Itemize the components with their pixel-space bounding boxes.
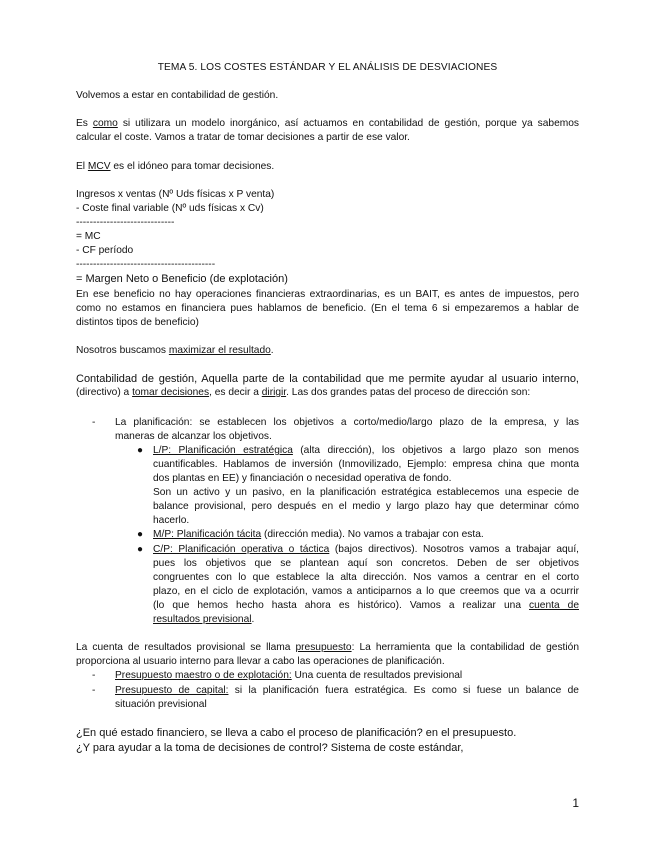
list-item-presupuesto-capital [115,684,579,698]
underlined-presupuesto: presupuesto [295,642,352,653]
text: si la planificación fuera estratégica. Es como si fuese un balance de [234,685,579,696]
sub-bullet: ● [137,544,144,555]
text: Nosotros buscamos [76,345,167,356]
underlined-maximizar: maximizar el resultado [168,345,271,356]
text: (bajos directivos). Nosotros vamos a trabajar aquí, [334,544,579,555]
text: , es decir a [209,387,259,398]
sub-item-cp-line: congruentes con lo que establece la alta dirección. Nos vamos a centrar en el corto [153,572,579,583]
paragraph-presupuesto-line2: proporciona al usuario interno para llevar a cabo las operaciones de planificación. [76,656,445,667]
underlined-como: como [92,118,118,129]
calc-separator: ----------------------------- [76,217,175,228]
calc-line: Ingresos x ventas (Nº Uds físicas x P venta) [76,189,275,200]
text: Una cuenta de resultados previsional [294,670,463,681]
underlined-resultados-previsional: resultados previsional [153,614,252,625]
calc-line: = Margen Neto o Beneficio (de explotación) [76,273,288,285]
text: es el idóneo para tomar decisiones. [113,161,275,172]
paragraph-bait-line: como no estamos en financiera pues hablamos de beneficio. (En el tema 6 si empezaremos a hablar de [76,303,579,314]
paragraph-cg-line1: Contabilidad de gestión, Aquella parte de la contabilidad que me permite ayudar al usuario interno, [76,373,579,385]
underlined-presupuesto-maestro: Presupuesto maestro o de explotación: [115,670,292,681]
underlined-dirigir: dirigir [261,387,287,398]
text: (alta dirección), los objetivos a largo plazo son menos [300,445,579,456]
sub-item-cp-line: pues los objetivos que se plantean aquí son concretos. Deben de ser objetivos [153,558,579,569]
underlined-tomar-decisiones: tomar decisiones [132,387,210,398]
paragraph-bait-line: distintos tipos de beneficio) [76,317,199,328]
question-2: ¿Y para ayudar a la toma de decisiones de control? Sistema de coste estándar, [76,742,464,754]
list-item-presupuesto-maestro [115,669,579,683]
list-item-planificacion-line2: maneras de alcanzar los objetivos. [115,431,272,442]
sub-item-lp-line: Son un activo y un pasivo, en la planificación estratégica establecemos una especie de [153,487,579,498]
sub-item-lp-line: balance provisional, pero después en el medio y largo plazo hay que determinar cómo [153,501,579,512]
text: La cuenta de resultados provisional se llama [76,642,291,653]
document-title: TEMA 5. LOS COSTES ESTÁNDAR Y EL ANÁLISIS DE DESVIACIONES [157,62,498,73]
text: si utilizara un modelo inorgánico, así actuamos en contabilidad de gestión, porque ya sabemos [122,118,579,129]
paragraph-maximizar [76,344,579,358]
sub-item-mp [153,528,579,542]
sub-item-cp-final [153,613,579,627]
underlined-mp: M/P: Planificación tácita [153,529,262,540]
list-bullet: - [92,417,96,428]
underlined-cp: C/P: Planificación operativa o táctica [153,544,330,555]
text: : La herramienta que la contabilidad de gestión [351,642,579,653]
text: . [251,614,255,625]
underlined-presupuesto-capital: Presupuesto de capital: [115,685,229,696]
underlined-cuenta: cuenta de [529,600,580,611]
paragraph-cg-line2 [76,386,579,400]
sub-item-lp-line: cuantificables. Hablamos de inversión (Inmovilizado, Ejemplo: empresa china que monta [153,459,579,470]
paragraph-bait-line: En ese beneficio no hay operaciones financieras extraordinarias, es un BAIT, es antes de impuestos, pero [76,289,579,300]
list-item-planificacion-line1: La planificación: se establecen los objetivos a corto/medio/largo plazo de la empresa, y las [115,417,579,428]
sub-bullet: ● [137,529,144,540]
text: . [270,345,274,356]
paragraph-mcv [76,160,579,174]
text: Es [76,118,88,129]
intro-paragraph: Volvemos a estar en contabilidad de gestión. [76,90,279,101]
calc-line: - CF período [76,245,134,256]
calc-line: - Coste final variable (Nº uds físicas x Cv) [76,203,264,214]
paragraph-presupuesto-line1 [76,641,579,655]
text: . Las dos grandes patas del proceso de dirección son: [286,387,531,398]
list-bullet: - [92,670,96,681]
text: El [76,161,86,172]
text: (directivo) a [76,387,130,398]
calc-line: = MC [76,231,101,242]
text: (lo que hemos hecho hasta ahora es histórico). Vamos a realizar una [153,600,521,611]
sub-item-cp-line1 [153,543,579,557]
question-1: ¿En qué estado financiero, se lleva a cabo el proceso de planificación? en el presupuesto. [76,727,517,739]
page-number: 1 [572,796,579,810]
sub-item-cp-line: plazo, en el ciclo de explotación, vamos a anticiparnos a lo que creemos que va a ocurrir [153,586,579,597]
sub-bullet: ● [137,445,144,456]
underlined-mcv: MCV [87,161,111,172]
sub-item-cp-line [153,599,579,613]
list-item-presupuesto-capital-line2: situación previsional [115,699,207,710]
underlined-lp: L/P: Planificación estratégica [153,445,293,456]
sub-item-lp-line: hacerlo. [153,515,190,526]
sub-item-lp-line1 [153,444,579,458]
text: (dirección media). No vamos a trabajar con esta. [264,529,484,540]
list-bullet: - [92,685,96,696]
paragraph-como-line1 [76,117,579,131]
paragraph-como-line2: calcular el coste. Vamos a tratar de tomar decisiones a partir de ese valor. [76,132,410,143]
calc-separator: ----------------------------------------- [76,259,216,270]
sub-item-lp-line: dos plantas en EE) y financiación o necesidad operativa de fondo. [153,473,452,484]
